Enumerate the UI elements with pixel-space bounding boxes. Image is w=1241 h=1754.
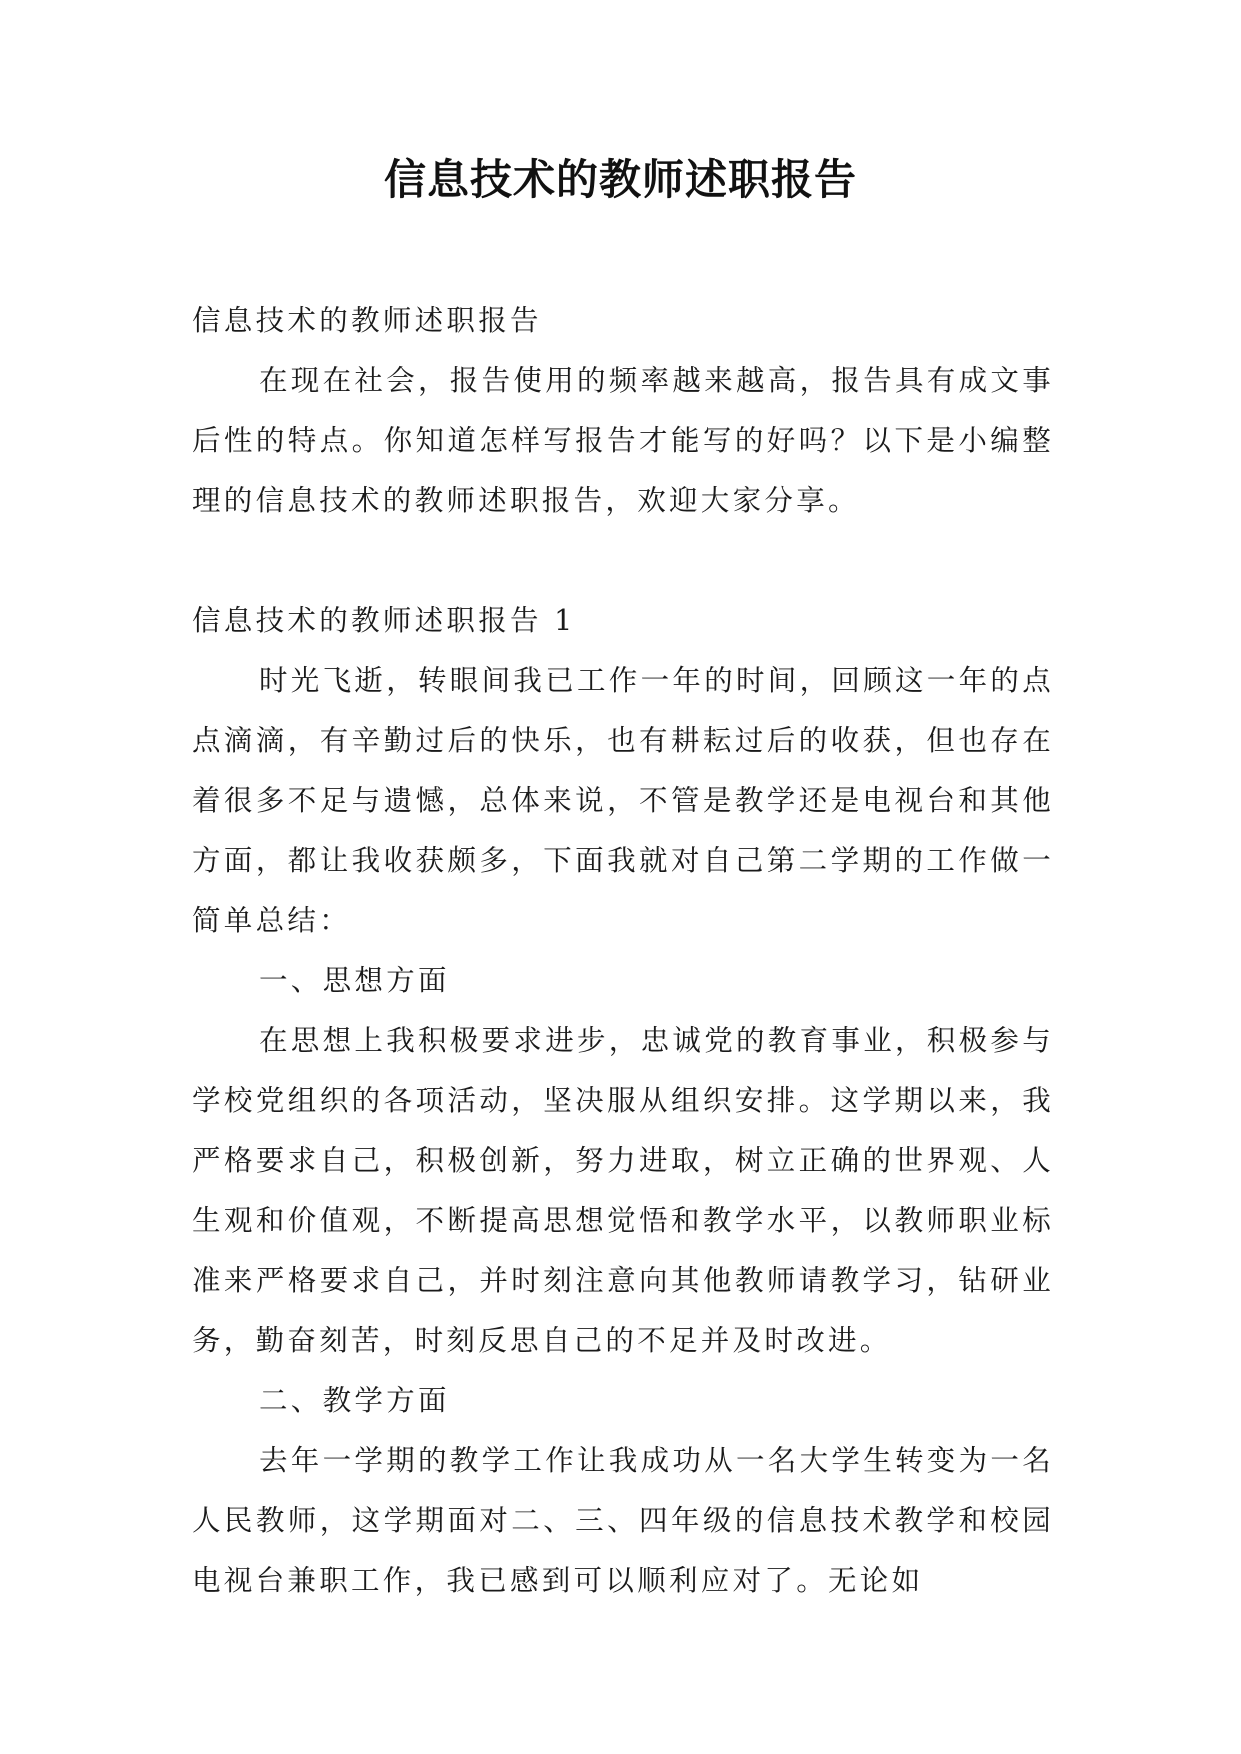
intro-paragraph: 在现在社会，报告使用的频率越来越高，报告具有成文事后性的特点。你知道怎样写报告才能写的好吗？以下是小编整理的信息技术的教师述职报告，欢迎大家分享。	[192, 364, 1055, 517]
subheading-teaching: 二、教学方面	[259, 1384, 450, 1417]
subheading-ideology: 一、思想方面	[259, 964, 450, 997]
page-title: 信息技术的教师述职报告	[383, 155, 857, 204]
body-paragraph: 时光飞逝，转眼间我已工作一年的时间，回顾这一年的点点滴滴，有辛勤过后的快乐，也有耕耘过后的收获，但也存在着很多不足与遗憾，总体来说，不管是教学还是电视台和其他方面，都让我收获颇多，下面我就对自己第二学期的工作做一简单总结：	[192, 664, 1055, 937]
document-body	[192, 291, 1054, 1611]
paragraph-gap	[192, 531, 1054, 591]
body-paragraph: 去年一学期的教学工作让我成功从一名大学生转变为一名人民教师，这学期面对二、三、四年级的信息技术教学和校园电视台兼职工作，我已感到可以顺利应对了。无论如	[192, 1444, 1055, 1597]
report-heading: 信息技术的教师述职报告	[192, 304, 542, 337]
body-paragraph: 在思想上我积极要求进步，忠诚党的教育事业，积极参与学校党组织的各项活动，坚决服从组织安排。这学期以来，我严格要求自己，积极创新，努力进取，树立正确的世界观、人生观和价值观，不断提高思想觉悟和教学水平，以教师职业标准来严格要求自己，并时刻注意向其他教师请教学习，钻研业务，勤奋刻苦，时刻反思自己的不足并及时改进。	[192, 1024, 1055, 1357]
section-heading-report-1: 信息技术的教师述职报告 1	[192, 604, 576, 637]
